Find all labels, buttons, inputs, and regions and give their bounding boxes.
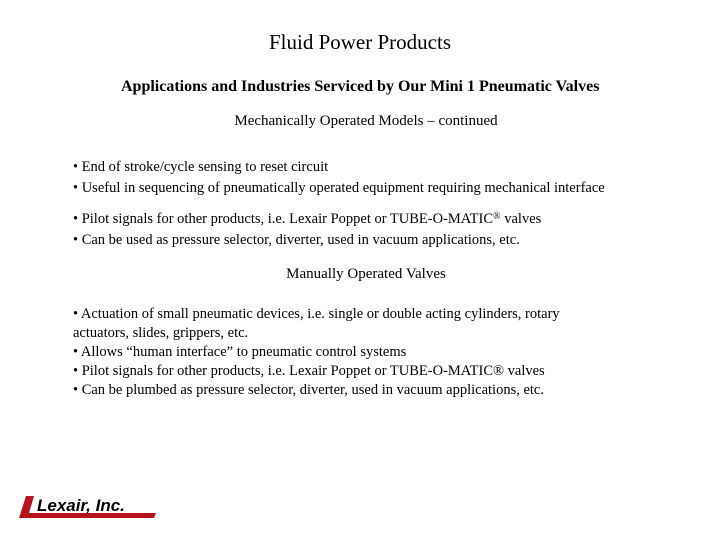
mechanical-bullet-list-2: [73, 206, 541, 251]
manual-section-heading: Manually Operated Valves: [286, 266, 446, 282]
page-title: Fluid Power Products: [268, 30, 451, 54]
manual-bullet-list: [73, 305, 560, 400]
logo-wordmark: Lexair, Inc.: [37, 496, 125, 515]
lexair-logo-graphic: [16, 494, 162, 520]
list-item-text: • Pilot signals for other products, i.e. Lexair Poppet or TUBE-O-MATIC: [73, 211, 494, 227]
list-item: • Actuation of small pneumatic devices, i.e. single or double acting cylinders, rotary: [73, 306, 560, 322]
list-item: • Allows “human interface” to pneumatic control systems: [73, 344, 407, 360]
list-item: • Pilot signals for other products, i.e. Lexair Poppet or TUBE-O-MATIC® valves: [73, 363, 545, 379]
list-item: • Can be plumbed as pressure selector, diverter, used in vacuum applications, etc.: [73, 382, 544, 398]
list-item-text: valves: [500, 211, 542, 227]
list-item: • Can be used as pressure selector, diverter, used in vacuum applications, etc.: [73, 232, 520, 248]
list-item: [73, 206, 541, 230]
page-subtitle: Applications and Industries Serviced by Our Mini 1 Pneumatic Valves: [121, 78, 600, 95]
lexair-logo: [16, 494, 162, 520]
mechanical-section-heading: Mechanically Operated Models – continued: [234, 113, 498, 129]
registered-mark: ®: [493, 211, 501, 222]
list-item: • Useful in sequencing of pneumatically operated equipment requiring mechanical interface: [73, 180, 605, 196]
list-item: • End of stroke/cycle sensing to reset circuit: [73, 159, 329, 175]
list-item: actuators, slides, grippers, etc.: [73, 325, 249, 341]
mechanical-bullet-list-1: [73, 157, 605, 199]
